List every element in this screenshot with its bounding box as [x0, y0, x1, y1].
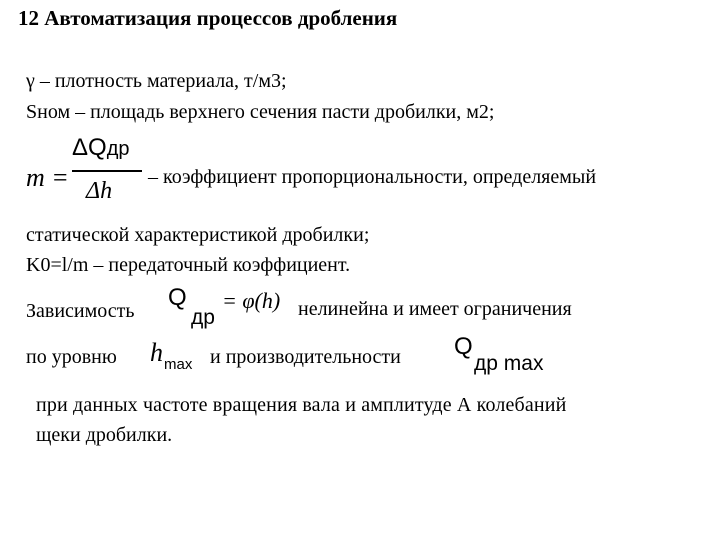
numerator-delta-q: ΔQ: [72, 134, 107, 161]
conditions-line-1: при данных частоте вращения вала и амплитуде А колебаний: [36, 394, 567, 416]
snom-definition: Sном – площадь верхнего сечения пасти дробилки, м2;: [26, 101, 495, 123]
by-level-label: по уровню: [26, 346, 117, 368]
formula-q-sub: др: [191, 306, 215, 329]
formula-m-lhs: m =: [26, 163, 69, 192]
formula-hmax-sub: max: [164, 356, 193, 373]
k0-definition: K0=l/m – передаточный коэффициент.: [26, 254, 351, 276]
conditions-line-2: щеки дробилки.: [36, 424, 173, 446]
formula-q-dependence: [168, 284, 187, 312]
numerator-sub: др: [106, 138, 130, 160]
formula-q-symbol: Q: [168, 284, 187, 311]
formula-qmax-sub: др max: [474, 352, 544, 375]
formula-hmax-symbol: h: [150, 338, 163, 367]
formula-m-numerator: [72, 134, 130, 162]
fraction-bar: [72, 170, 142, 172]
formula-qmax-symbol: Q: [454, 333, 473, 360]
productivity-label: и производительности: [210, 346, 401, 368]
static-characteristic: статической характеристикой дробилки;: [26, 224, 370, 246]
formula-m-denominator: Δh: [86, 178, 113, 204]
page-title: 12 Автоматизация процессов дробления: [18, 6, 398, 30]
gamma-definition: γ – плотность материала, т/м3;: [26, 70, 287, 92]
coefficient-definition: – коэффициент пропорциональности, определяемый: [148, 166, 597, 188]
formula-q-rhs: = φ(h): [222, 288, 281, 313]
nonlinear-text: нелинейна и имеет ограничения: [298, 298, 572, 320]
dependence-label: Зависимость: [26, 300, 135, 322]
